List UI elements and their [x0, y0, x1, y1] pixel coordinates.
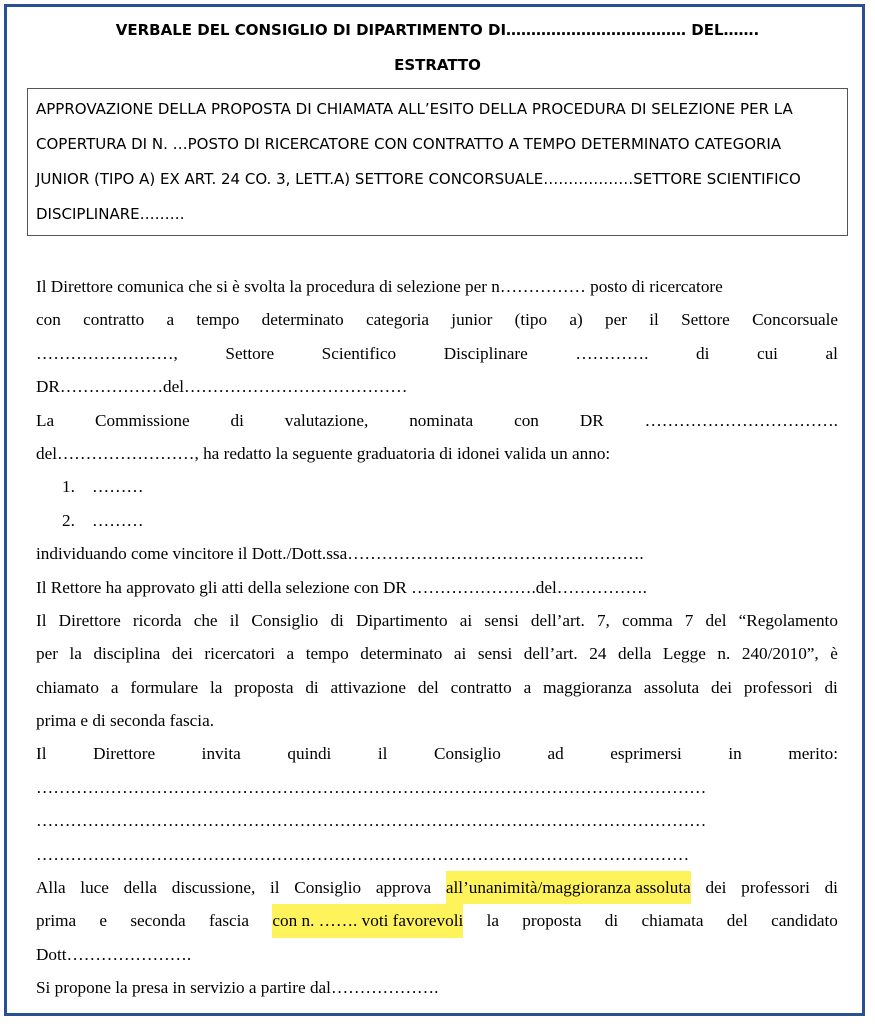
word: determinato: [261, 310, 344, 330]
subject-box: [27, 88, 848, 236]
ranking-number: 2.: [62, 510, 75, 530]
word: (tipo: [514, 310, 548, 330]
word: sensi: [477, 644, 513, 664]
ranking-name: ………: [92, 477, 144, 497]
word: Settore: [225, 343, 275, 363]
candidate-line: Dott………………….: [36, 944, 192, 964]
word: attivazione: [330, 677, 406, 697]
word: dei: [710, 677, 732, 697]
word: di: [305, 677, 319, 697]
word: cui: [756, 343, 778, 363]
word: disciplina: [93, 644, 161, 664]
word: seconda: [130, 911, 186, 931]
word: del: [417, 677, 439, 697]
body-line: [36, 303, 838, 336]
discussion-dots: ………………………………………………………………………………………………………: [36, 777, 707, 797]
word: tempo: [196, 310, 240, 330]
word: per: [605, 310, 627, 330]
word: dell’art.: [523, 644, 578, 664]
word: di: [230, 410, 244, 430]
word: nominata: [409, 410, 474, 430]
word: esprimersi: [610, 744, 682, 764]
word: Concorsuale: [752, 310, 838, 330]
word: proposta: [234, 677, 294, 697]
word: maggioranza: [543, 677, 632, 697]
highlighted-text: all’unanimità/maggioranza assoluta: [446, 871, 691, 904]
word: il: [377, 744, 388, 764]
word: merito:: [788, 744, 838, 764]
word: contratto: [450, 677, 512, 697]
word: approva: [375, 878, 432, 898]
word: Dipartimento: [355, 610, 448, 630]
word: Scientifico: [321, 343, 397, 363]
word: invita: [201, 744, 241, 764]
word: il: [229, 610, 240, 630]
word: della: [617, 644, 652, 664]
service-start-line: Si propone la presa in servizio a partire dal……………….: [36, 978, 439, 998]
word: “Regolamento: [738, 610, 838, 630]
discussion-dots: ……………………………………………………………………………………………………: [36, 844, 690, 864]
word: Il: [36, 744, 47, 764]
ranking-number: 1.: [62, 477, 75, 497]
word: 240/2010”,: [741, 644, 819, 664]
document-subtitle: ESTRATTO: [394, 56, 481, 74]
word: dei: [705, 878, 727, 898]
body-line: DR………………del…………………………………: [36, 377, 408, 397]
body-line: prima e di seconda fascia.: [36, 711, 215, 731]
word: la: [486, 911, 499, 931]
word: ai: [453, 644, 467, 664]
ranking-item: [36, 470, 838, 503]
word: comma: [622, 610, 673, 630]
word: ad: [547, 744, 564, 764]
word: del: [726, 911, 748, 931]
word: ……………………,: [36, 343, 178, 363]
word: e: [99, 911, 108, 931]
word: della: [123, 878, 158, 898]
word: con: [514, 410, 539, 430]
word: Consiglio: [294, 878, 362, 898]
word: ai: [459, 610, 473, 630]
word: Direttore: [58, 610, 121, 630]
subject-line: DISCIPLINARE………: [36, 205, 185, 223]
word: …………………………….: [644, 410, 838, 430]
word: valutazione,: [284, 410, 369, 430]
word: la: [209, 677, 223, 697]
word: fascia: [208, 911, 250, 931]
word: che: [193, 610, 218, 630]
body-line: del……………………, ha redatto la seguente graduatoria di idonei valida un anno:: [36, 443, 611, 463]
word: sensi: [484, 610, 519, 630]
winner-line: individuando come vincitore il Dott./Dott.ssa…………………………………………….: [36, 544, 644, 564]
document-title: VERBALE DEL CONSIGLIO DI DIPARTIMENTO DI……………………………… DEL…….: [115, 21, 760, 39]
ranking-name: ………: [92, 510, 144, 530]
word: in: [728, 744, 742, 764]
word: formulare: [130, 677, 199, 697]
word: Consiglio: [434, 744, 501, 764]
word: professori: [743, 677, 813, 697]
word: 24: [589, 644, 607, 664]
word: 7,: [596, 610, 610, 630]
word: discussione,: [171, 878, 256, 898]
word: a: [286, 644, 295, 664]
body-line: Il Direttore comunica che si è svolta la procedura di selezione per n…………… posto di ricercatore: [36, 277, 723, 296]
body-line: [36, 604, 838, 637]
word: chiamata: [641, 911, 704, 931]
word: al: [825, 343, 838, 363]
word: è: [830, 644, 838, 664]
word: ricercatori: [204, 644, 275, 664]
word: il: [270, 878, 280, 898]
word: dell’art.: [530, 610, 585, 630]
word: Il: [36, 610, 47, 630]
word: Direttore: [93, 744, 156, 764]
word: dei: [171, 644, 193, 664]
word: a: [110, 677, 119, 697]
subject-line: JUNIOR (TIPO A) EX ART. 24 CO. 3, LETT.A) SETTORE CONCORSUALE………………SETTORE SCIENTIFICO: [36, 170, 801, 188]
highlighted-text: con n. ……. voti favorevoli: [272, 904, 463, 937]
word: di: [695, 343, 710, 363]
word: a): [569, 310, 583, 330]
word: tempo: [305, 644, 349, 664]
word: determinato: [360, 644, 443, 664]
word: Settore: [681, 310, 730, 330]
word: quindi: [287, 744, 332, 764]
word: junior: [451, 310, 493, 330]
word: proposta: [522, 911, 582, 931]
minutes-body: [36, 270, 838, 1005]
word: Alla: [36, 878, 66, 898]
word: di: [330, 610, 344, 630]
word: il: [649, 310, 659, 330]
body-line: [36, 671, 838, 704]
word: candidato: [771, 911, 838, 931]
word: ………….: [575, 343, 649, 363]
word: professori: [741, 878, 810, 898]
word: 7: [684, 610, 694, 630]
body-line: [36, 404, 838, 437]
word: a: [523, 677, 532, 697]
discussion-dots: ………………………………………………………………………………………………………: [36, 811, 707, 831]
word: DR: [579, 410, 604, 430]
ranking-item: [36, 504, 838, 537]
word: luce: [80, 878, 109, 898]
rector-line: Il Rettore ha approvato gli atti della selezione con DR ………………….del…………….: [36, 577, 647, 597]
word: di: [824, 878, 838, 898]
word: a: [166, 310, 175, 330]
body-line: [36, 637, 838, 670]
body-line: [36, 337, 838, 370]
word: chiamato: [36, 677, 99, 697]
word: per: [36, 644, 58, 664]
word: di: [824, 677, 838, 697]
word: del: [705, 610, 727, 630]
word: prima: [36, 911, 77, 931]
word: di: [604, 911, 619, 931]
approval-line-2: [36, 904, 838, 937]
word: Commissione: [95, 410, 190, 430]
word: Consiglio: [251, 610, 319, 630]
subject-line: APPROVAZIONE DELLA PROPOSTA DI CHIAMATA ALL’ESITO DELLA PROCEDURA DI SELEZIONE PER LA: [36, 100, 793, 118]
word: assoluta: [643, 677, 700, 697]
word: contratto: [83, 310, 145, 330]
invite-line: [36, 737, 838, 770]
subject-line: COPERTURA DI N. …POSTO DI RICERCATORE CON CONTRATTO A TEMPO DETERMINATO CATEGORIA: [36, 135, 782, 153]
word: con: [36, 310, 61, 330]
word: La: [36, 410, 55, 430]
word: categoria: [366, 310, 430, 330]
word: la: [69, 644, 82, 664]
word: Disciplinare: [443, 343, 528, 363]
word: n.: [717, 644, 731, 664]
word: ricorda: [132, 610, 182, 630]
word: Legge: [662, 644, 706, 664]
approval-line-1: [36, 871, 838, 904]
